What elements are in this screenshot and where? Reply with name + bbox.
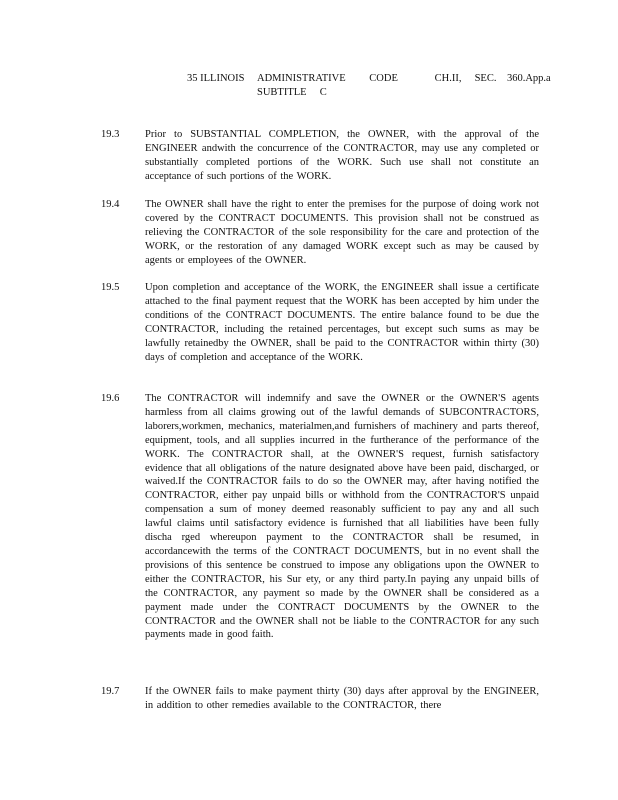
- section-text: The OWNER shall have the right to enter the premises for the purpose of doing work not covered by the CONTRACT DOCUMENTS. This provision shall not be construed as relieving the CONTRACTOR of the sole responsibility for the care and protection of the WORK, or the restoration of any damaged WORK except such as may be caused by agents or employees of the OWNER.: [145, 199, 539, 266]
- section-text: If the OWNER fails to make payment thirty (30) days after approval by the ENGINEER, in addition to other remedies available to the CONTRACTOR, there: [145, 686, 539, 711]
- header-title: 35 ILLINOIS ADMINISTRATIVE CODE CH.II, SEC. 360.App.a: [187, 73, 551, 84]
- section-number: 19.7: [101, 686, 120, 697]
- section-number: 19.4: [101, 199, 120, 210]
- section-text: Prior to SUBSTANTIAL COMPLETION, the OWNER, with the approval of the ENGINEER andwith the concurrence of the CONTRACTOR, may use any completed or substantially completed portions of the WORK. Such use shall not constitute an acceptance of such portions of the WORK.: [145, 129, 539, 182]
- section-number: 19.5: [101, 282, 120, 293]
- section-number: 19.6: [101, 393, 120, 404]
- section-text: Upon completion and acceptance of the WORK, the ENGINEER shall issue a certificate attached to the final payment request that the WORK has been accepted by him under the conditions of the CONTRACT DOCUMENTS. The entire balance found to be due the CONTRACTOR, including the retained percentages, but except such sums as may be lawfully retainedby the OWNER, shall be paid to the CONTRACTOR within thirty (30) days of completion and acceptance of the WORK.: [145, 282, 539, 363]
- section-number: 19.3: [101, 129, 120, 140]
- section-text: The CONTRACTOR will indemnify and save the OWNER or the OWNER'S agents harmless from all claims growing out of the lawful demands of SUBCONTRACTORS, laborers,workmen, mechanics, materialmen,and furnishers of machinery and parts thereof, equipment, tools, and all supplies incurred in the furtherance of the performance of the WORK. The CONTRACTOR shall, at the OWNER'S request, furnish satisfactory evidence that all obligations of the nature designated above have been paid, discharged, or waived.If the CONTRACTOR fails to do so the OWNER may, after having notified the CONTRACTOR, either pay unpaid bills or withhold from the CONTRACTOR'S unpaid compensation a sum of money deemed reasonably sufficient to pay any and all such lawful claims until satisfactory evidence is furnished that all liabilities have been fully discha rged whereupon payment to the CONTRACTOR shall be resumed, in accordancewith the terms of the CONTRACT DOCUMENTS, but in no event shall the provisions of this sentence be construed to impose any obligations upon the OWNER to either the CONTRACTOR, his Sur ety, or any third party.In paying any unpaid bills of the CONTRACTOR, any payment so made by the OWNER shall be considered as a payment made under the CONTRACT DOCUMENTS by the OWNER to the CONTRACTOR and the OWNER shall not be liable to the CONTRACTOR for any such payments made in good faith.: [145, 393, 539, 641]
- header-subtitle: SUBTITLE C: [257, 87, 327, 98]
